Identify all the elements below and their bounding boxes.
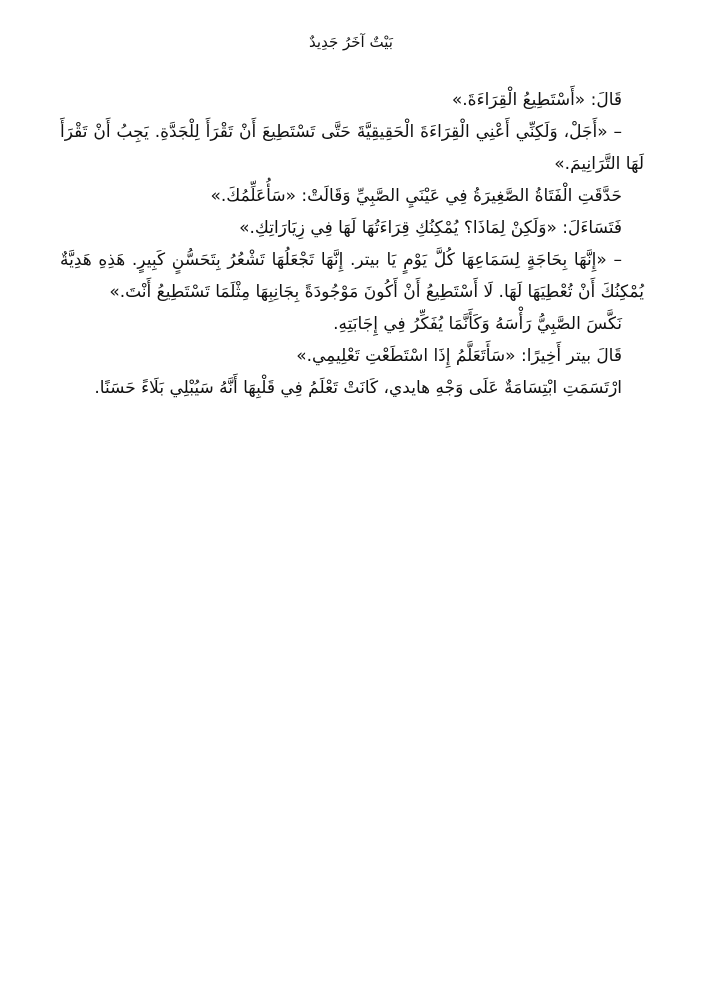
- chapter-title: بَيْتٌ آخَرُ جَدِيدٌ: [309, 33, 393, 51]
- paragraph-3: حَدَّقَتِ الْفَتَاةُ الصَّغِيرَةُ فِي عَيْنَيِ الصَّبِيِّ وَقَالَتْ: «سَأُعَلِّمُكَ.»: [210, 186, 622, 206]
- paragraph-2: – «أَجَلْ، وَلَكِنِّي أَعْنِي الْقِرَاءَةَ الْحَقِيقِيَّةَ حَتَّى تَسْتَطِيعَ أَنْ تَقْرَأَ لِلْجَدَّةِ. يَجِبُ أَنْ تَقْرَأَ لَهَا التَّرَانِيمَ.»: [60, 122, 644, 174]
- paragraph-8: ارْتَسَمَتِ ابْتِسَامَةٌ عَلَى وَجْهِ هايدي، كَانَتْ تَعْلَمُ فِي قَلْبِهَا أَنَّهُ سَيُبْلِي بَلَاءً حَسَنًا.: [94, 378, 622, 398]
- paragraph-6: نَكَّسَ الصَّبِيُّ رَأْسَهُ وَكَأَنَّمَا يُفَكِّرُ فِي إِجَابَتِهِ.: [333, 314, 622, 334]
- paragraph-7: قَالَ بيتر أَخِيرًا: «سَأَتَعَلَّمُ إِذَا اسْتَطَعْتِ تَعْلِيمِي.»: [296, 346, 622, 366]
- paragraph-4: فَتَسَاءَلَ: «وَلَكِنْ لِمَاذَا؟ يُمْكِنُكِ قِرَاءَتُهَا لَهَا فِي زِيَارَاتِكِ.»: [239, 218, 622, 238]
- paragraph-1: قَالَ: «أَسْتَطِيعُ الْقِرَاءَةَ.»: [451, 90, 622, 110]
- paragraph-5: – «إِنَّهَا بِحَاجَةٍ لِسَمَاعِهَا كُلَّ يَوْمٍ يَا بيتر. إِنَّهَا تَجْعَلُهَا تَشْعُرُ بِتَحَسُّنٍ كَبِيرٍ. هَذِهِ هَدِيَّةٌ يُمْكِنُكَ أَنْ تُعْطِيَهَا لَهَا. لَا أَسْتَطِيعُ أَنْ أَكُونَ مَوْجُودَةً بِجَانِبِهَا مِثْلَمَا تَسْتَطِيعُ أَنْتَ.»: [60, 250, 644, 302]
- story-body: [60, 84, 644, 404]
